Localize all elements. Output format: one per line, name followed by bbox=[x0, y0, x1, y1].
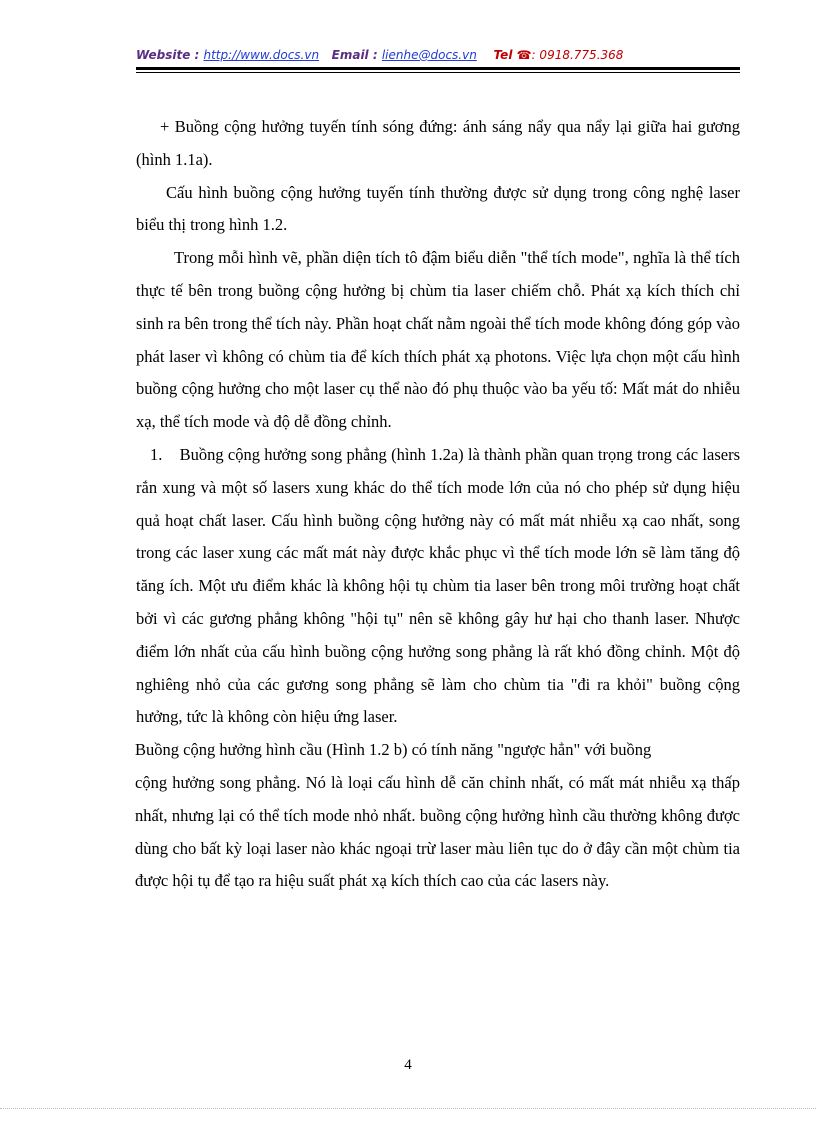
paragraph-standing-wave: + Buồng cộng hưởng tuyến tính sóng đứng: ánh sáng nẩy qua nẩy lại giữa hai gương (hình 1.1a). bbox=[136, 117, 740, 169]
paragraph-config: Cấu hình buồng cộng hưởng tuyến tính thường được sử dụng trong công nghệ laser biểu thị trong hình 1.2. bbox=[136, 182, 740, 235]
paragraph-mode-volume: Trong mỗi hình vẽ, phần diện tích tô đậm biểu diễn "thể tích mode", nghĩa là thể tích thực tế bên trong buồng cộng hưởng bị chùm tia laser chiếm chỗ. Phát xạ kích thích chỉ sinh ra bên trong thể tích này. Phần hoạt chất nằm ngoài thể tích mode không đóng góp vào phát laser vì không có chùm tia để kích thích phát xạ photons. Việc lựa chọn một cấu hình buồng cộng hưởng cho một laser cụ thể nào đó phụ thuộc vào ba yếu tố: Mất mát do nhiễu xạ, thể tích mode và độ dễ đồng chỉnh. bbox=[136, 248, 740, 432]
paragraph-spherical-first-line: Buồng cộng hưởng hình cầu (Hình 1.2 b) có tính năng "ngược hẳn" với buồng bbox=[135, 740, 652, 760]
page-number: 4 bbox=[404, 1057, 412, 1073]
list-item-text: Buồng cộng hưởng song phẳng (hình 1.2a) là thành phần quan trọng trong các lasers rắn xung và một số lasers xung khác do thể tích mode lớn của nó cho phép sử dụng hiệu quả hoạt chất laser. Cấu hình buồng cộng hưởng này có mất mát nhiễu xạ cao nhất, song trong các laser xung các mất mát này được khắc phục vì thể tích mode lớn sẽ làm tăng độ tăng ích. Một ưu điểm khác là không hội tụ chùm tia laser bên trong môi trường hoạt chất bởi vì các gương phẳng không "hội tụ" nên sẽ không gây hư hại cho thanh laser. Nhược điểm lớn nhất của cấu hình buồng cộng hưởng song phẳng là rất khó đồng chỉnh. Một độ nghiêng nhỏ của các gương song phẳng sẽ làm cho chùm tia "đi ra khỏi" buồng cộng hưởng, tức là không còn hiệu ứng laser. bbox=[136, 444, 740, 727]
phone-icon: ☎ bbox=[516, 48, 532, 62]
paragraph-spherical bbox=[135, 734, 740, 898]
tel-label: Tel bbox=[493, 48, 513, 62]
paragraph-spherical-rest: cộng hưởng song phẳng. Nó là loại cấu hình dễ căn chỉnh nhất, có mất mát nhiễu xạ thấp nhất, nhưng lại có thể tích mode nhỏ nhất. buồng cộng hưởng hình cầu thường không được dùng cho bất kỳ loại laser nào khác ngoại trừ laser màu liên tục do ở đây cần một chùm tia được hội tụ để tạo ra hiệu suất phát xạ kích thích cao của các lasers này. bbox=[135, 772, 740, 891]
document-body bbox=[136, 111, 740, 898]
page-bottom-border bbox=[0, 1108, 816, 1109]
tel-value: : 0918.775.368 bbox=[531, 48, 624, 62]
website-link[interactable]: http://www.docs.vn bbox=[203, 48, 320, 62]
email-link[interactable]: lienhe@docs.vn bbox=[381, 48, 477, 62]
list-item-number: 1. bbox=[150, 444, 163, 464]
website-label: Website : bbox=[136, 48, 200, 62]
header-rule-thick bbox=[136, 67, 740, 70]
list-item-plane-parallel bbox=[136, 439, 740, 734]
email-label: Email : bbox=[331, 48, 378, 62]
header-rule-thin bbox=[136, 72, 740, 73]
